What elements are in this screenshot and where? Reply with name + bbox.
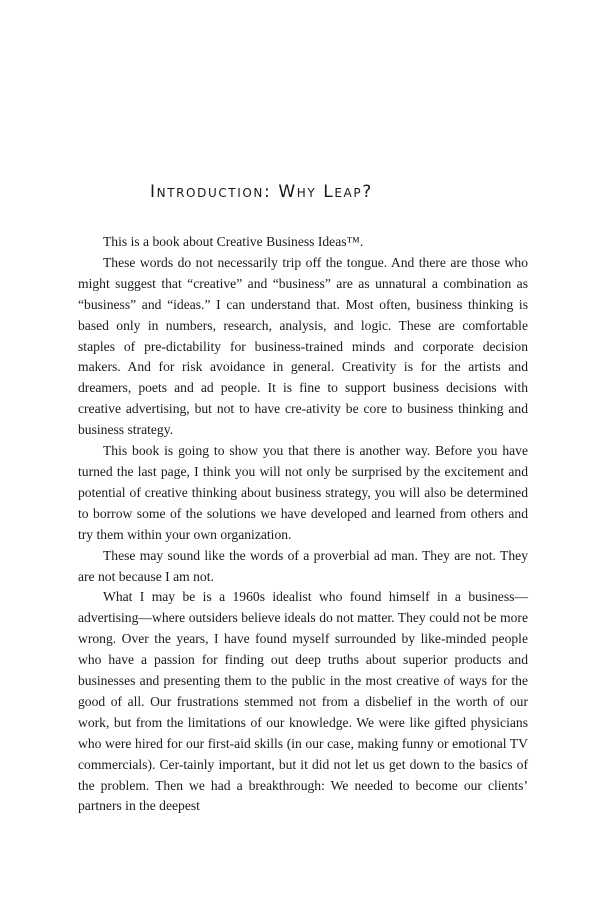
- paragraph: This is a book about Creative Business Ideas™.: [103, 234, 364, 249]
- paragraph: This book is going to show you that there is another way. Before you have turned the last page, I think you will not only be surprised by the excitement and potential of creative thinking about business strategy, you will also be determined to borrow some of the solutions we have developed and learned from others and try them within your own organization.: [78, 443, 528, 542]
- paragraph: These words do not necessarily trip off the tongue. And there are those who might suggest that “creative” and “business” are as unnatural a combination as “business” and “ideas.” I can understand that. Most often, business thinking is based only in numbers, research, analysis, and logic. These are comfortable staples of pre-dictability for business-trained minds and corporate decision makers. And for risk avoidance in general. Creativity is for the artists and dreamers, poets and ad people. It is fine to support business decisions with creative advertising, but not to have cre-ativity be core to business thinking and business strategy.: [78, 254, 528, 438]
- paragraph: These may sound like the words of a proverbial ad man. They are not. They are not because I am not.: [78, 547, 528, 584]
- body-text: [78, 232, 528, 817]
- paragraph: What I may be is a 1960s idealist who found himself in a business—advertising—where outsiders believe ideals do not matter. They could not be more wrong. Over the years, I have found myself surrounded by like-minded people who have a passion for finding out deep truths about superior products and businesses and presenting them to the public in the most creative of ways for the good of all. Our frustrations stemmed not from a disbelief in the worth of our work, but from the limitations of our knowledge. We were like gifted physicians who were hired for our first-aid skills (in our case, making funny or emotional TV commercials). Cer-tainly important, but it did not let us get down to the basics of the problem. Then we had a breakthrough: We needed to become our clients’ partners in the deepest: [78, 589, 528, 814]
- chapter-title: Introduction: Why Leap?: [150, 182, 373, 202]
